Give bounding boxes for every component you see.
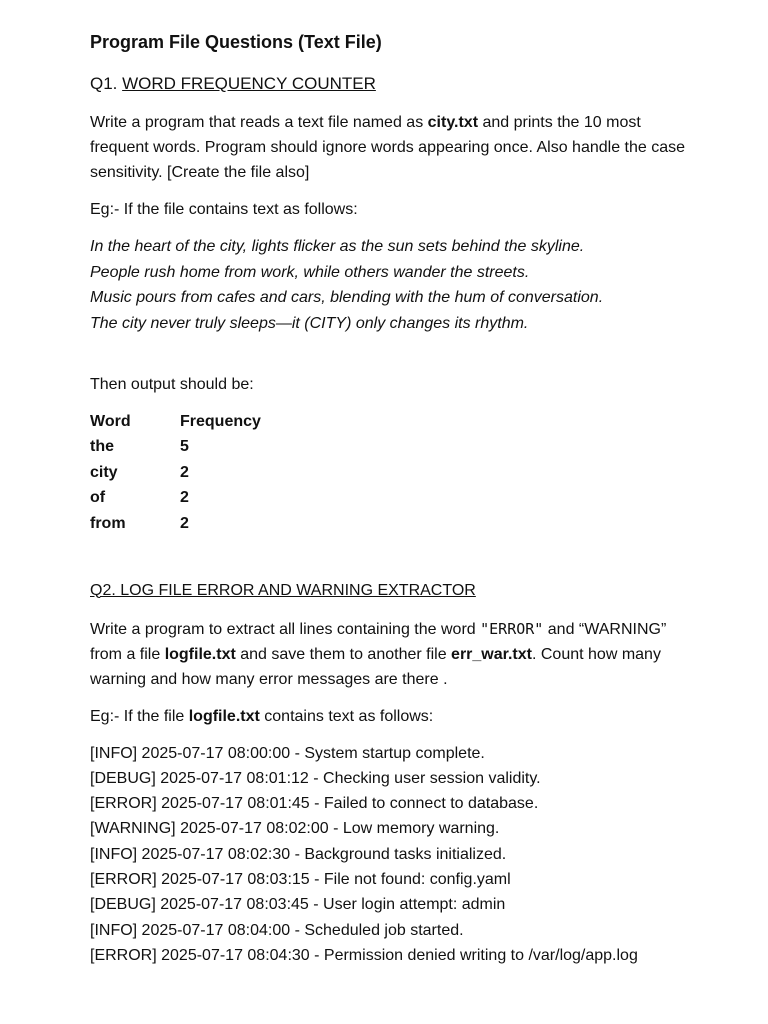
document-title: Program File Questions (Text File) [90,32,382,52]
header-frequency: Frequency [180,412,261,430]
q2-desc-text-b: and “WARNING” from a file [90,620,667,663]
sample-line: In the heart of the city, lights flicker as the sun sets behind the skyline. [90,238,585,255]
table-row [90,460,261,486]
q1-example-intro: Eg:- If the file contains text as follows: [90,201,358,218]
q2-error-keyword: "ERROR" [480,619,544,638]
q1-filename: city.txt [427,114,479,131]
table-header-row [90,409,261,435]
q1-desc-text-a: Write a program that reads a text file named as [90,114,428,131]
frequency-cell: 5 [180,438,189,456]
table-row [90,486,261,512]
frequency-cell: 2 [180,489,189,507]
log-line: [ERROR] 2025-07-17 08:03:15 - File not found: config.yaml [90,870,511,888]
log-line: [ERROR] 2025-07-17 08:01:45 - Failed to connect to database. [90,795,539,813]
header-word: Word [90,412,131,430]
q2-eg-filename: logfile.txt [188,707,260,725]
q1-number: Q1. [90,74,123,93]
log-line: [INFO] 2025-07-17 08:02:30 - Background tasks initialized. [90,845,507,863]
frequency-table [90,409,261,537]
q2-desc-text-c: and save them to another file [235,645,452,663]
word-cell: from [90,514,126,532]
log-line: [INFO] 2025-07-17 08:00:00 - System startup complete. [90,744,485,762]
q2-example-intro [90,704,690,729]
log-line: [ERROR] 2025-07-17 08:04:30 - Permission denied writing to /var/log/app.log [90,946,638,964]
log-line: [DEBUG] 2025-07-17 08:03:45 - User login attempt: admin [90,896,506,914]
q1-description [90,110,690,185]
q2-output-filename: err_war.txt [451,645,532,663]
q2-input-filename: logfile.txt [164,645,236,663]
document-body [90,30,690,968]
q1-heading [90,72,690,96]
word-cell: the [90,438,114,456]
q2-log-sample [90,741,690,969]
table-row [90,435,261,461]
word-cell: city [90,463,118,481]
frequency-cell: 2 [180,514,189,532]
log-line: [WARNING] 2025-07-17 08:02:00 - Low memory warning. [90,820,500,838]
q2-desc-text-a: Write a program to extract all lines containing the word [90,620,481,638]
sample-line: People rush home from work, while others wander the streets. [90,263,530,281]
word-cell: of [90,489,106,507]
q1-output-intro: Then output should be: [90,376,254,393]
q1-title: WORD FREQUENCY COUNTER [122,74,376,93]
q2-eg-text-b: contains text as follows: [259,707,434,725]
table-row [90,511,261,537]
q2-heading: Q2. LOG FILE ERROR AND WARNING EXTRACTOR [90,581,476,599]
log-line: [INFO] 2025-07-17 08:04:00 - Scheduled job started. [90,921,464,939]
sample-line: The city never truly sleeps—it (CITY) only changes its rhythm. [90,314,529,332]
q1-desc-text-b: and prints the 10 most frequent words. Program should ignore words appearing once. Also handle the case sensitivity. [Create the file also] [90,114,686,181]
q2-desc-text-d: . Count how many warning and how many error messages are there . [90,645,661,688]
q2-eg-text-a: Eg:- If the file [90,707,189,725]
q1-sample-text [90,234,690,336]
frequency-cell: 2 [180,463,189,481]
sample-line: Music pours from cafes and cars, blending with the hum of conversation. [90,289,604,306]
log-line: [DEBUG] 2025-07-17 08:01:12 - Checking user session validity. [90,769,541,787]
q2-description [90,617,690,692]
